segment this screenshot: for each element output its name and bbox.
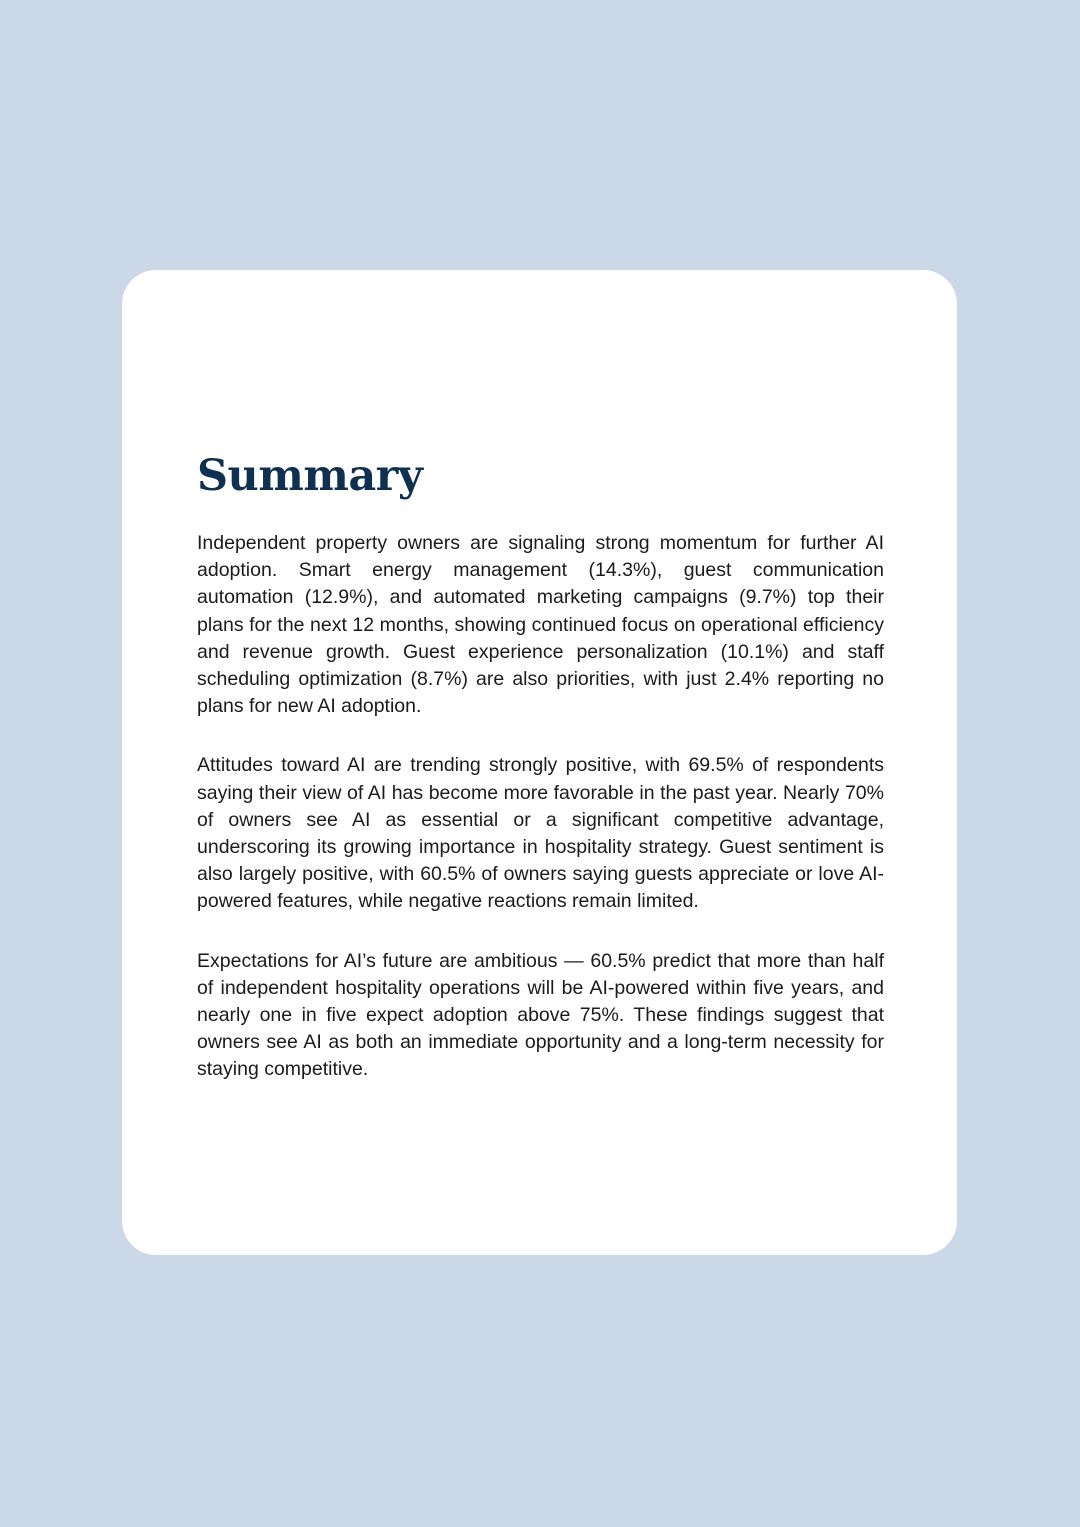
summary-paragraph-attitudes: Attitudes toward AI are trending strongly positive, with 69.5% of respondents saying their view of AI has become more favorable in the past year. Nearly 70% of owners see AI as essential or a significant competitive advantage, underscoring its growing importance in hospitality strategy. Guest sentiment is also largely positive, with 60.5% of owners saying guests appreciate or love AI-powered features, while negative reactions remain limited. <box>197 754 884 913</box>
summary-card <box>122 270 957 1255</box>
summary-paragraph-adoption-plans: Independent property owners are signaling strong momentum for further AI adoption. Smart energy management (14.3%), guest communication automation (12.9%), and automated marketing campaigns (9.7%) top their plans for the next 12 months, showing continued focus on operational efficiency and revenue growth. Guest experience personalization (10.1%) and staff scheduling optimization (8.7%) are also priorities, with just 2.4% reporting no plans for new AI adoption. <box>197 532 884 718</box>
summary-paragraph-expectations: Expectations for AI’s future are ambitious — 60.5% predict that more than half of independent hospitality operations will be AI-powered within five years, and nearly one in five expect adoption above 75%. These findings suggest that owners see AI as both an immediate opportunity and a long-term necessity for staying competitive. <box>197 949 884 1081</box>
page-title: Summary <box>197 451 423 501</box>
summary-content <box>197 448 884 1084</box>
